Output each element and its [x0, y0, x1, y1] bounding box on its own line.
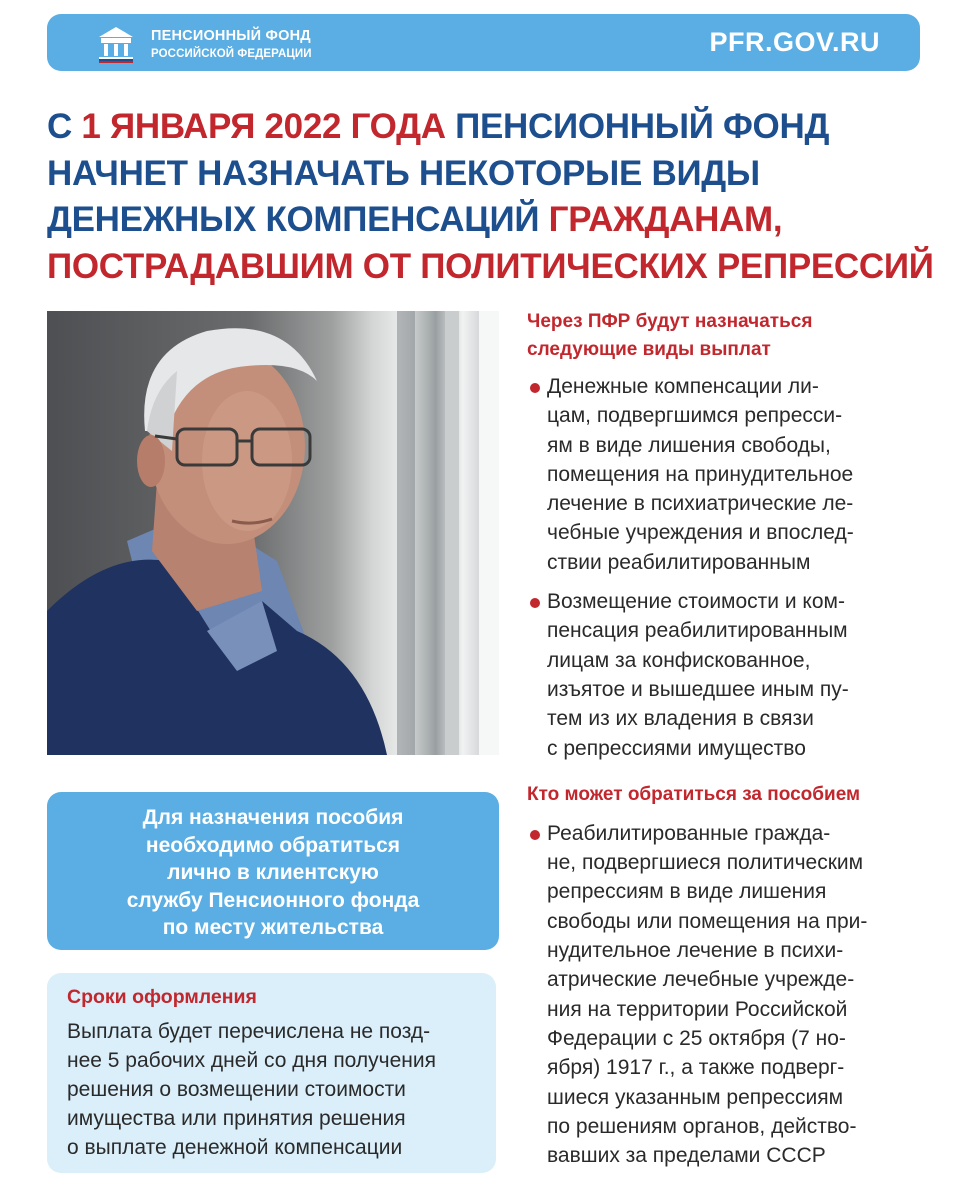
list-item [527, 587, 947, 763]
headline-line1: С 1 ЯНВАРЯ 2022 ГОДА ПЕНСИОННЫЙ ФОНД [47, 107, 830, 146]
right-column [527, 308, 947, 1170]
headline [47, 104, 952, 290]
payments-title: Через ПФР будут назначаться следующие виды выплат [527, 311, 813, 360]
pfr-logo-icon [95, 23, 137, 63]
headline-line4: ПОСТРАДАВШИМ ОТ ПОЛИТИЧЕСКИХ РЕПРЕССИЙ [47, 246, 934, 286]
bullet-dot-icon [530, 598, 540, 608]
org-name-line1: ПЕНСИОННЫЙ ФОНД [151, 28, 311, 44]
terms-text: Выплата будет перечислена не позд- нее 5 рабочих дней со дня получения решения о возмещении стоимости имущества или принятия решения о выплате денежной компенсации [67, 1020, 436, 1159]
terms-title: Сроки оформления [67, 986, 257, 1008]
apply-info-box: Для назначения пособия необходимо обратиться лично в клиентскую службу Пенсионного фонда по месту жительства [47, 792, 499, 950]
org-name-line2: РОССИЙСКОЙ ФЕДЕРАЦИИ [151, 48, 312, 60]
list-item [527, 819, 947, 1171]
bullet-dot-icon [530, 383, 540, 393]
terms-box [47, 973, 496, 1173]
headline-line3: ДЕНЕЖНЫХ КОМПЕНСАЦИЙ ГРАЖДАНАМ, [47, 200, 783, 239]
payments-list [527, 372, 947, 763]
org-name [151, 27, 312, 63]
headline-date: 1 ЯНВАРЯ 2022 ГОДА [81, 107, 446, 146]
list-item [527, 372, 947, 577]
eligible-list [527, 819, 947, 1171]
eligible-title: Кто может обратиться за пособием [527, 783, 861, 805]
eligible-item-1-text: Реабилитированные гражда- не, подвергшиеся политическим репрессиям в виде лишения свободы или помещения на при- нудительное лечение в психи- атрические лечебные учрежде- ния на территории Российской Федерации с 25 октября (7 но- ября) 1917 г., а также подверг- шиеся указанным репрессиям по решениям органов, действо- вавших за пределами СССР [547, 821, 868, 1168]
bullet-dot-icon [530, 830, 540, 840]
site-url[interactable]: PFR.GOV.RU [709, 27, 880, 57]
payment-item-2-text: Возмещение стоимости и ком- пенсация реабилитированным лицам за конфискованное, изъятое и вышедшее иным пу- тем из их владения в связи с репрессиями имущество [547, 590, 849, 760]
payment-item-1-text: Денежные компенсации ли- цам, подвергшимся репресси- ям в виде лишения свободы, помещения на принудительное лечение в психиатрические ле- чебные учреждения и впослед- ствии реабилитированным [547, 375, 854, 574]
header-banner [47, 14, 920, 71]
elderly-man-photo [47, 311, 499, 755]
headline-line2: НАЧНЕТ НАЗНАЧАТЬ НЕКОТОРЫЕ ВИДЫ [47, 153, 760, 193]
